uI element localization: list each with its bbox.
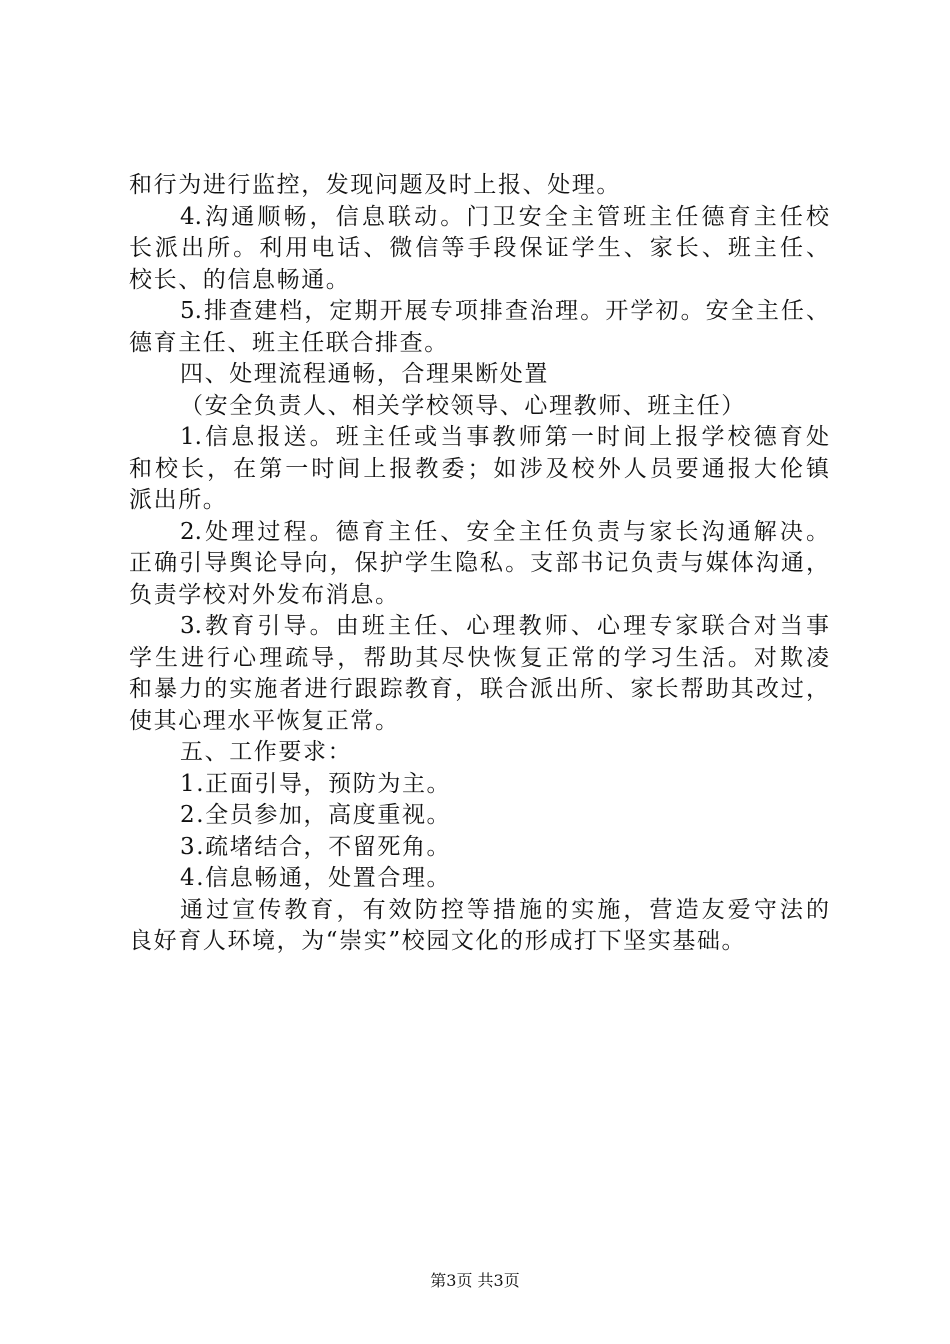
text-line: 四、处理流程通畅，合理果断处置 xyxy=(180,361,549,387)
text-line: 和暴力的实施者进行跟踪教育，联合派出所、家长帮助其改过， xyxy=(129,676,829,702)
text-line: 派出所。 xyxy=(129,487,228,513)
text-line: （安全负责人、相关学校领导、心理教师、班主任） xyxy=(180,392,746,419)
text-line: 通过宣传教育，有效防控等措施的实施，营造友爱守法的 xyxy=(180,896,829,923)
text-line: 2.全员参加，高度重视。 xyxy=(180,802,452,828)
text-line: 长派出所。利用电话、微信等手段保证学生、家长、班主任、 xyxy=(129,235,829,261)
page-footer: 第3页 共3页 xyxy=(430,1271,520,1290)
text-line: 使其心理水平恢复正常。 xyxy=(129,707,400,734)
text-line: 4.沟通顺畅，信息联动。门卫安全主管班主任德育主任校 xyxy=(180,203,829,230)
text-line: 和行为进行监控，发现问题及时上报、处理。 xyxy=(129,172,621,198)
document-body xyxy=(129,170,829,958)
text-line: 良好育人环境，为“崇实”校园文化的形成打下坚实基础。 xyxy=(129,928,747,954)
text-line: 校长、的信息畅通。 xyxy=(129,266,351,293)
text-line: 3.教育引导。由班主任、心理教师、心理专家联合对当事 xyxy=(180,613,829,639)
text-line: 五、工作要求： xyxy=(180,739,353,765)
text-line: 德育主任、班主任联合排查。 xyxy=(129,329,449,356)
text-line: 4.信息畅通，处置合理。 xyxy=(180,865,452,891)
text-line: 1.正面引导，预防为主。 xyxy=(180,770,452,797)
text-line: 1.信息报送。班主任或当事教师第一时间上报学校德育处 xyxy=(180,424,829,450)
text-line: 学生进行心理疏导，帮助其尽快恢复正常的学习生活。对欺凌 xyxy=(129,644,829,671)
text-line: 3.疏堵结合，不留死角。 xyxy=(180,833,452,860)
text-line: 和校长，在第一时间上报教委；如涉及校外人员要通报大伦镇 xyxy=(129,455,829,482)
text-line: 正确引导舆论导向，保护学生隐私。支部书记负责与媒体沟通， xyxy=(129,550,829,576)
text-line: 2.处理过程。德育主任、安全主任负责与家长沟通解决。 xyxy=(180,518,829,545)
text-line: 负责学校对外发布消息。 xyxy=(129,581,400,608)
text-line: 5.排查建档，定期开展专项排查治理。开学初。安全主任、 xyxy=(180,298,829,324)
